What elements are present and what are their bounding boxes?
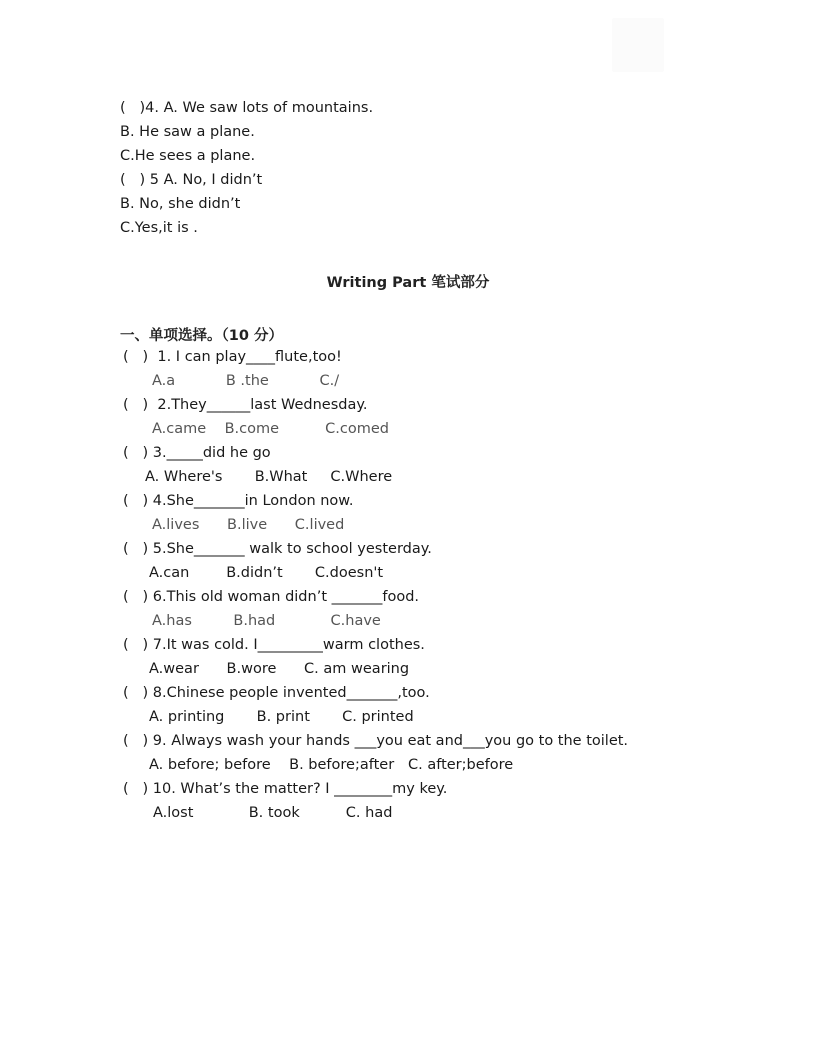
question-1-options: A.a B .the C./ — [152, 373, 340, 389]
question-10-options: A.lost B. took C. had — [153, 805, 393, 821]
listening-q4-stem: ( )4. A. We saw lots of mountains. — [120, 100, 374, 116]
question-9-stem: ( ) 9. Always wash your hands ___you eat and___you go to the toilet. — [123, 733, 629, 749]
question-7-stem: ( ) 7.It was cold. I_________warm clothes. — [123, 637, 425, 653]
listening-q5-option-c: C.Yes,it is . — [120, 220, 198, 236]
question-6-options: A.has B.had C.have — [152, 613, 381, 629]
question-7-options: A.wear B.wore C. am wearing — [149, 661, 410, 677]
section-one-title: 一、单项选择。（10 分） — [120, 328, 283, 344]
question-8-stem: ( ) 8.Chinese people invented_______,too. — [123, 685, 430, 701]
question-5-stem: ( ) 5.She_______ walk to school yesterday. — [123, 541, 432, 557]
listening-q5-option-b: B. No, she didn’t — [120, 196, 241, 212]
question-10-stem: ( ) 10. What’s the matter? I ________my key. — [123, 781, 448, 797]
listening-q5-stem: ( ) 5 A. No, I didn’t — [120, 172, 263, 188]
question-2-options: A.came B.come C.comed — [152, 421, 389, 437]
question-4-stem: ( ) 4.She_______in London now. — [123, 493, 354, 509]
question-5-options: A.can B.didn’t C.doesn't — [149, 565, 384, 581]
question-1-stem: ( ) 1. I can play____flute,too! — [123, 349, 342, 365]
faint-watermark-box — [612, 18, 664, 72]
question-4-options: A.lives B.live C.lived — [152, 517, 345, 533]
listening-q4-option-c: C.He sees a plane. — [120, 148, 256, 164]
question-3-options: A. Where's B.What C.Where — [145, 469, 393, 485]
writing-part-heading: Writing Part 笔试部分 — [326, 275, 490, 291]
question-9-options: A. before; before B. before;after C. after;before — [149, 757, 514, 773]
question-2-stem: ( ) 2.They______last Wednesday. — [123, 397, 368, 413]
question-8-options: A. printing B. print C. printed — [149, 709, 414, 725]
question-6-stem: ( ) 6.This old woman didn’t _______food. — [123, 589, 420, 605]
listening-q4-option-b: B. He saw a plane. — [120, 124, 255, 140]
question-3-stem: ( ) 3._____did he go — [123, 445, 271, 461]
